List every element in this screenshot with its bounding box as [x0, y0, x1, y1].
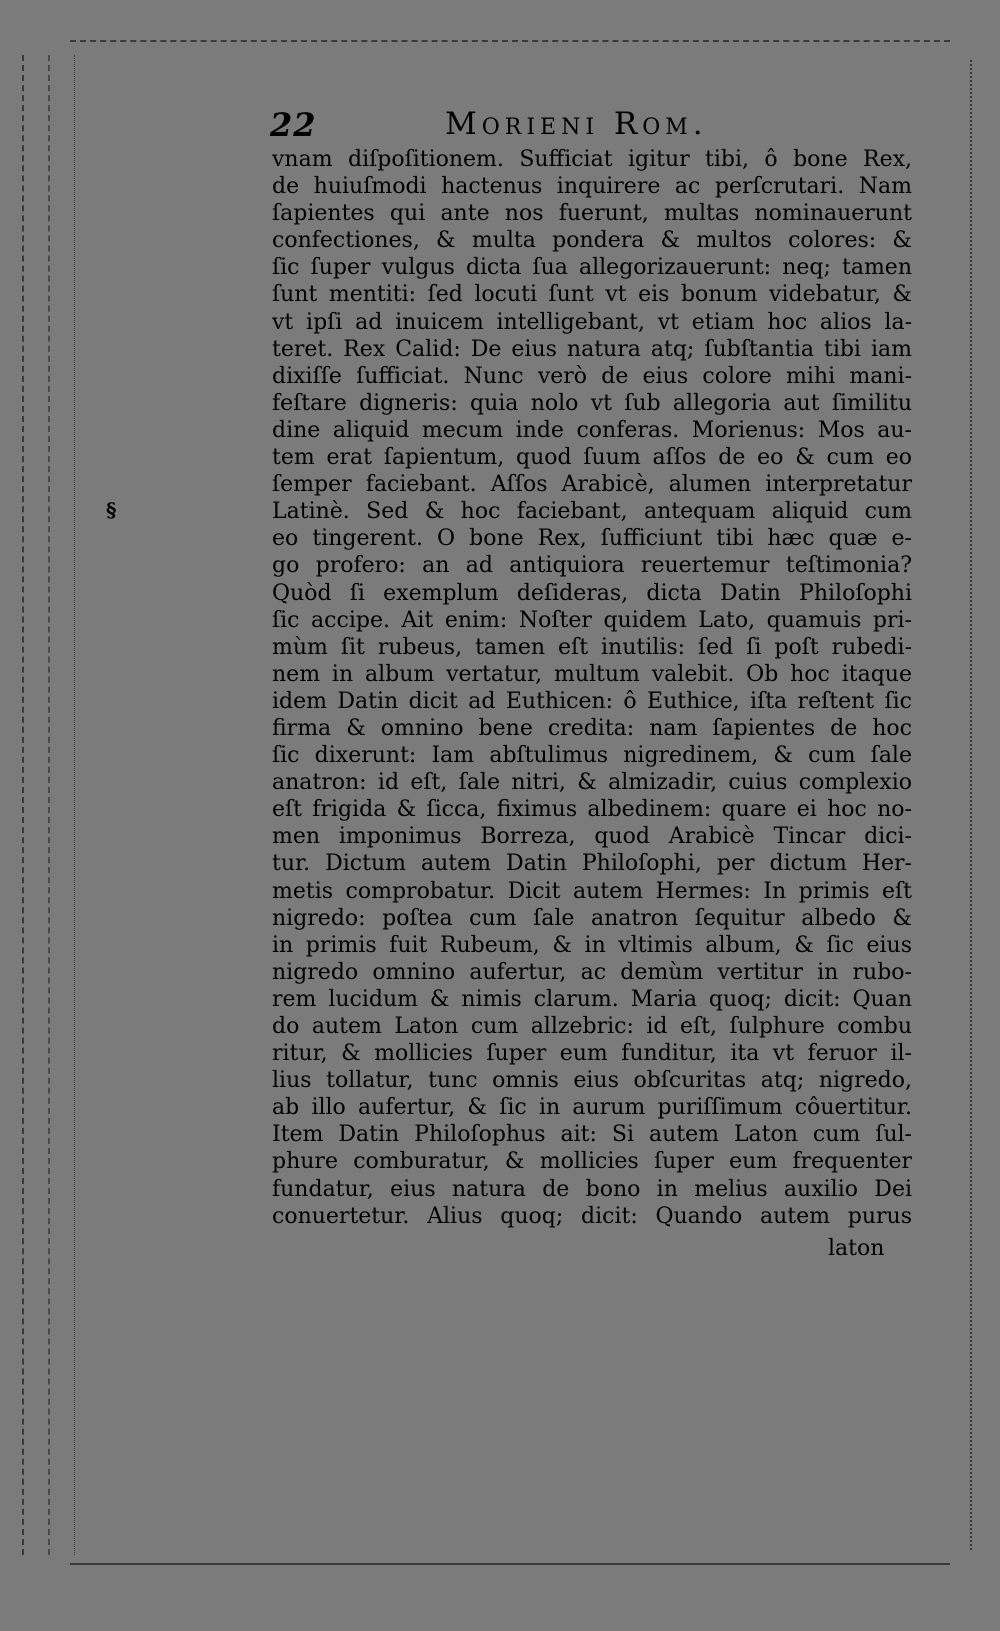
text-line: ſic ſuper vulgus dicta ſua allegorizauerunt: neq; tamen: [272, 255, 912, 281]
text-line: idem Datin dicit ad Euthicen: ô Euthice, iſta reſtent ſic: [272, 688, 912, 714]
scan-edge-right: [970, 60, 972, 1550]
text-line: nigredo: poſtea cum ſale anatron ſequitur albedo &: [272, 905, 912, 931]
text-line: do autem Laton cum allzebric: id eſt, ſulphure combu: [272, 1014, 912, 1039]
text-line: ſapientes qui ante nos fuerunt, multas nominauerunt: [272, 201, 912, 227]
text-line: teret. Rex Calid: De eius natura atq; ſubſtantia tibi iam: [272, 336, 912, 362]
scan-edge-left-inner: [48, 55, 50, 1555]
text-line: conuertetur. Alius quoq; dicit: Quando autem purus: [272, 1203, 912, 1229]
text-line: tem erat ſapientum, quod ſuum aſſos de eo & cum eo: [272, 445, 912, 471]
text-line: dine aliquid mecum inde conferas. Morienus: Mos au-: [272, 417, 912, 443]
scan-edge-left: [22, 55, 24, 1555]
scan-edge-left-gutter: [74, 55, 75, 1555]
text-line: feſtare digneris: quia nolo vt ſub allegoria aut ſimilitu: [272, 390, 912, 416]
text-line: go profero: an ad antiquiora reuertemur teſtimonia?: [272, 553, 912, 579]
text-line: nigredo omnino aufertur, ac demùm vertitur in rubo-: [272, 959, 912, 985]
text-line: anatron: id eſt, ſale nitri, & almizadir, cuius complexio: [272, 770, 912, 796]
text-line: in primis fuit Rubeum, & in vltimis album, & ſic eius: [272, 932, 912, 958]
text-line: men imponimus Borreza, quod Arabicè Tincar dici-: [272, 824, 912, 850]
text-line: ritur, & mollicies ſuper eum funditur, ita vt feruor il-: [272, 1041, 912, 1067]
page-number: 22: [270, 106, 317, 144]
text-line: ſunt mentiti: ſed locuti ſunt vt eis bonum videbatur, &: [272, 282, 912, 308]
scan-edge-top: [70, 40, 950, 42]
text-line: ab illo aufertur, & ſic in aurum puriſſimum côuertitur.: [272, 1095, 912, 1121]
text-line: vnam diſpoſitionem. Sufficiat igitur tibi, ô bone Rex,: [272, 147, 912, 172]
text-line: ſemper faciebant. Aſſos Arabicè, alumen interpretatur: [272, 472, 912, 498]
text-line: Latinè. Sed & hoc faciebant, antequam aliquid cum: [272, 499, 912, 525]
text-line: ſic dixerunt: Iam abſtulimus nigredinem, & cum ſale: [272, 743, 912, 769]
text-line: tur. Dictum autem Datin Philoſophi, per dictum Her-: [272, 851, 912, 877]
text-line: rem lucidum & nimis clarum. Maria quoq; dicit: Quan: [272, 986, 912, 1012]
body-text: [272, 146, 912, 1230]
catchword: laton: [828, 1236, 885, 1261]
text-line: eſt frigida & ſicca, fiximus albedinem: quare ei hoc no-: [272, 797, 912, 823]
text-line: vt ipſi ad inuicem intelligebant, vt etiam hoc alios la-: [272, 309, 912, 335]
text-line: Quòd ſi exemplum deſideras, dicta Datin Philoſophi: [272, 580, 912, 606]
scan-edge-bottom: [70, 1563, 950, 1565]
text-line: dixiſſe ſufficiat. Nunc verò de eius colore mihi mani-: [272, 363, 912, 389]
running-head: [270, 106, 740, 148]
text-line: ſic accipe. Ait enim: Noſter quidem Lato, quamuis pri-: [272, 607, 912, 633]
header-title: Morieni Rom.: [445, 106, 708, 142]
text-line: mùm ſit rubeus, tamen eſt inutilis: ſed ſi poſt rubedi-: [272, 634, 912, 660]
text-line: de huiuſmodi hactenus inquirere ac perſcrutari. Nam: [272, 174, 912, 200]
text-line: lius tollatur, tunc omnis eius obſcuritas atq; nigredo,: [272, 1068, 912, 1094]
text-line: firma & omnino bene credita: nam ſapientes de hoc: [272, 715, 912, 741]
text-line: fundatur, eius natura de bono in melius auxilio Dei: [272, 1176, 912, 1202]
text-line: metis comprobatur. Dicit autem Hermes: In primis eſt: [272, 878, 912, 904]
margin-mark: §: [106, 498, 117, 522]
text-line: confectiones, & multa pondera & multos colores: &: [272, 228, 912, 254]
text-line: Item Datin Philoſophus ait: Si autem Laton cum ſul-: [272, 1122, 912, 1148]
text-line: phure comburatur, & mollicies ſuper eum frequenter: [272, 1149, 912, 1175]
text-line: nem in album vertatur, multum valebit. Ob hoc itaque: [272, 661, 912, 687]
text-line: eo tingerent. O bone Rex, ſufficiunt tibi hæc quæ e-: [272, 526, 912, 552]
